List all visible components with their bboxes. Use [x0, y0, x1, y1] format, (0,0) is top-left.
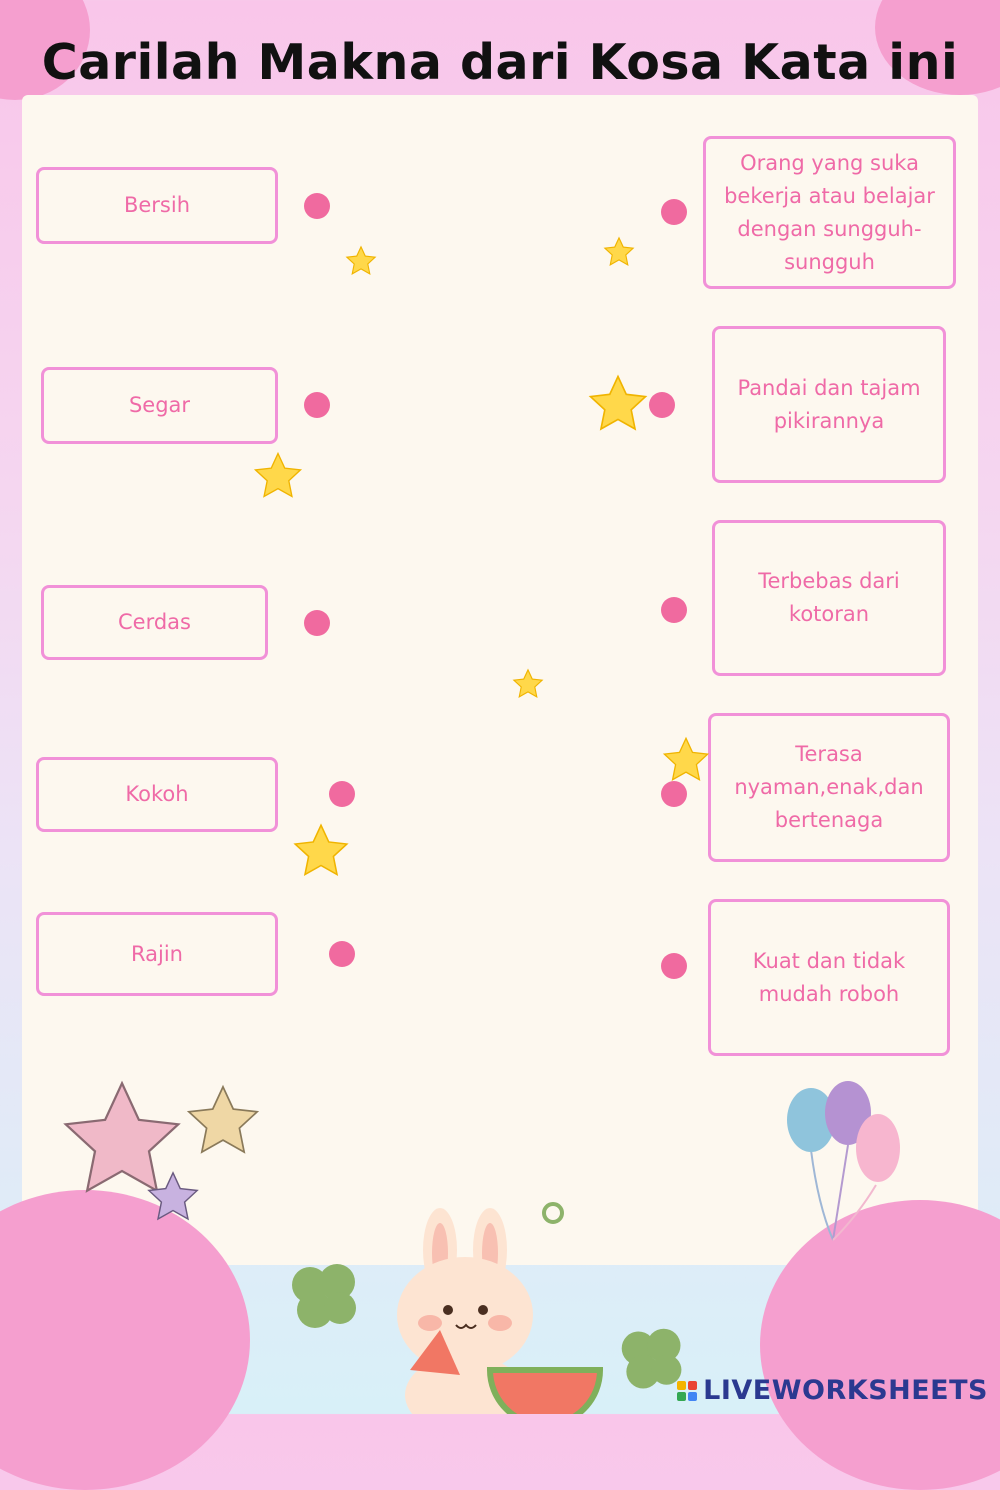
meaning-box-5	[708, 899, 950, 1056]
word-box-bersih	[36, 167, 278, 244]
brand-label: LIVEWORKSHEETS	[703, 1375, 988, 1406]
star-icon	[290, 820, 352, 882]
match-dot-left-kokoh[interactable]	[329, 781, 355, 807]
match-dot-right-2[interactable]	[649, 392, 675, 418]
word-box-rajin	[36, 912, 278, 996]
word-box-cerdas	[41, 585, 268, 660]
star-icon	[660, 734, 712, 786]
clover-icon	[285, 1260, 365, 1335]
match-dot-left-bersih[interactable]	[304, 193, 330, 219]
word-label: Rajin	[131, 941, 183, 966]
star-icon	[602, 235, 636, 269]
word-label: Cerdas	[118, 610, 191, 634]
balloons-icon	[778, 1075, 908, 1245]
word-label: Kokoh	[125, 782, 189, 806]
word-label: Segar	[128, 393, 191, 417]
star-icon	[585, 371, 651, 437]
meaning-label: Terasa nyaman,enak,dan bertenaga	[734, 742, 924, 832]
meaning-label: Orang yang suka bekerja atau belajar dengan sungguh-sungguh	[724, 150, 935, 274]
star-icon	[251, 449, 305, 503]
match-dot-right-3[interactable]	[661, 597, 687, 623]
match-dot-right-5[interactable]	[661, 953, 687, 979]
word-box-segar	[41, 367, 278, 444]
meaning-box-1	[703, 136, 956, 289]
bunny-icon	[390, 1205, 610, 1414]
ring-icon	[540, 1200, 566, 1226]
word-box-kokoh	[36, 757, 278, 832]
page-title: Carilah Makna dari Kosa Kata ini	[41, 34, 959, 91]
purple-star-icon	[144, 1168, 202, 1226]
tan-star-icon	[180, 1080, 266, 1162]
meaning-label: Kuat dan tidak mudah roboh	[752, 948, 906, 1006]
liveworksheets-brand	[677, 1375, 988, 1406]
star-icon	[511, 667, 545, 701]
meaning-label: Terbebas dari kotoran	[758, 569, 900, 626]
word-label: Bersih	[123, 193, 191, 217]
match-dot-left-cerdas[interactable]	[304, 610, 330, 636]
meaning-box-4	[708, 713, 950, 862]
meaning-box-2	[712, 326, 946, 483]
star-icon	[344, 244, 378, 278]
match-dot-right-1[interactable]	[661, 199, 687, 225]
meaning-box-3	[712, 520, 946, 676]
liveworksheets-logo-icon	[677, 1381, 697, 1401]
match-dot-left-rajin[interactable]	[329, 941, 355, 967]
meaning-label: Pandai dan tajam pikirannya	[737, 375, 921, 433]
match-dot-left-segar[interactable]	[304, 392, 330, 418]
